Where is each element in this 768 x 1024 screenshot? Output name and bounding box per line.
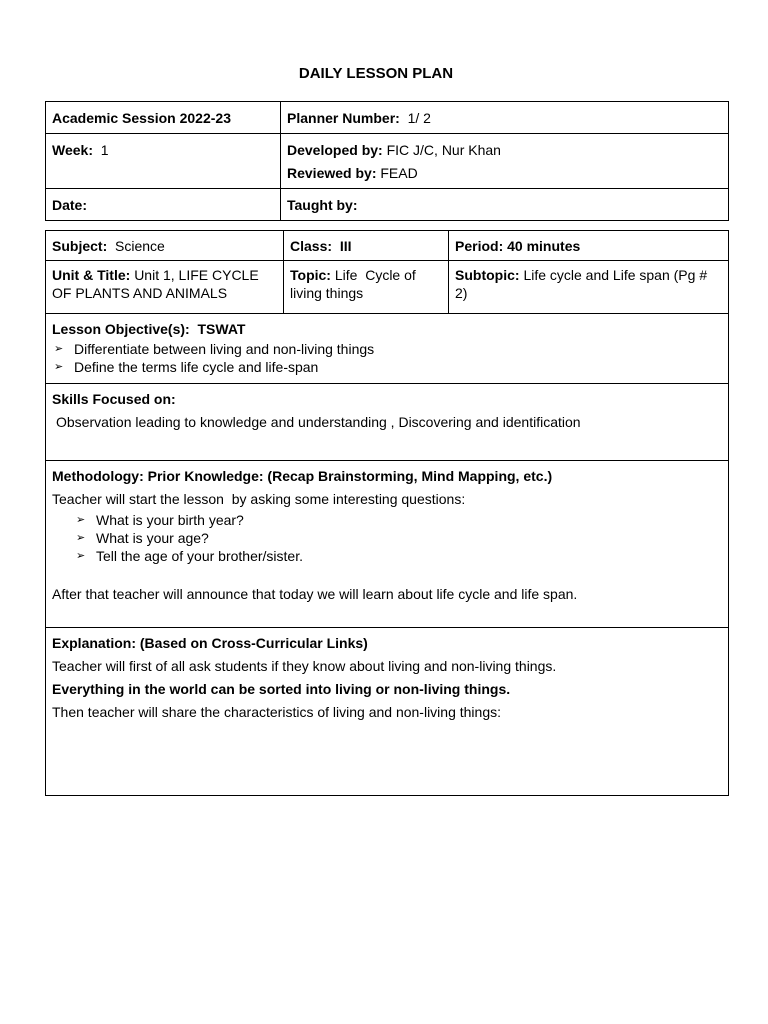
methodology-closing: After that teacher will announce that today we will learn about life cycle and life span. (52, 586, 578, 602)
subject-label: Subject: (52, 238, 108, 254)
planner-number-cell (281, 102, 729, 134)
objectives-label: Lesson Objective(s): TSWAT (52, 321, 246, 337)
list-item (52, 340, 722, 358)
header-row-week (46, 134, 729, 189)
date-cell (46, 189, 281, 221)
subject-row (46, 231, 729, 261)
explanation-label: Explanation: (Based on Cross-Curricular Links) (52, 635, 368, 651)
list-item (74, 529, 722, 547)
class-cell (284, 231, 449, 261)
unit-label: Unit & Title: (52, 267, 131, 283)
page-title: DAILY LESSON PLAN (298, 65, 454, 82)
arrow-bullet-icon: ➢ (54, 343, 64, 355)
question-text: What is your age? (96, 530, 209, 546)
week-cell (46, 134, 281, 189)
question-text: Tell the age of your brother/sister. (96, 548, 303, 564)
objective-text: Differentiate between living and non-living things (74, 341, 375, 357)
list-item (74, 547, 722, 565)
unit-value: Unit 1, LIFE CYCLE OF PLANTS AND ANIMALS (52, 267, 259, 301)
class-label: Class: (290, 238, 333, 254)
subject-cell (46, 231, 284, 261)
week-label: Week: (52, 142, 93, 158)
list-item (74, 511, 722, 529)
taught-by-label: Taught by: (287, 197, 358, 213)
header-row-date (46, 189, 729, 221)
planner-number-value: 1/ 2 (407, 110, 431, 126)
question-text: What is your birth year? (96, 512, 244, 528)
objectives-list (52, 340, 722, 376)
period-label: Period: (455, 238, 504, 254)
topic-cell (284, 261, 449, 314)
topic-value: Life Cycle of living things (290, 267, 420, 301)
explanation-line-3: Then teacher will share the characteristics of living and non-living things: (52, 704, 502, 720)
unit-cell (46, 261, 284, 314)
developed-by-value: FIC J/C, Nur Khan (386, 142, 501, 158)
arrow-bullet-icon: ➢ (76, 532, 86, 544)
date-label: Date: (52, 197, 88, 213)
objective-text: Define the terms life cycle and life-span (74, 359, 319, 375)
explanation-cell (46, 628, 729, 796)
arrow-bullet-icon: ➢ (76, 514, 86, 526)
subtopic-value: Life cycle and Life span (Pg # 2) (455, 267, 708, 301)
lesson-table (45, 230, 729, 796)
arrow-bullet-icon: ➢ (54, 361, 64, 373)
class-value: III (339, 238, 352, 254)
arrow-bullet-icon: ➢ (76, 550, 86, 562)
objectives-cell (46, 314, 729, 384)
reviewed-by-label: Reviewed by: (287, 165, 377, 181)
explanation-line-2: Everything in the world can be sorted into living or non-living things. (52, 681, 511, 697)
developed-by-label: Developed by: (287, 142, 383, 158)
subtopic-cell (449, 261, 729, 314)
skills-row (46, 384, 729, 461)
skills-label: Skills Focused on: (52, 391, 176, 407)
header-row-session (46, 102, 729, 134)
developed-reviewed-cell (281, 134, 729, 189)
subject-value: Science (115, 238, 165, 254)
skills-text: Observation leading to knowledge and understanding , Discovering and identification (56, 414, 581, 430)
methodology-label: Methodology: Prior Knowledge: (Recap Brainstorming, Mind Mapping, etc.) (52, 468, 553, 484)
academic-session-cell (46, 102, 281, 134)
explanation-line-1: Teacher will first of all ask students if they know about living and non-living things. (52, 658, 557, 674)
academic-session: Academic Session 2022-23 (52, 110, 231, 126)
list-item (52, 358, 722, 376)
week-value: 1 (100, 142, 109, 158)
taught-by-cell (281, 189, 729, 221)
header-table (45, 101, 729, 221)
topic-label: Topic: (290, 267, 331, 283)
reviewed-by-value: FEAD (380, 165, 418, 181)
skills-cell (46, 384, 729, 461)
unit-row (46, 261, 729, 314)
methodology-intro: Teacher will start the lesson by asking some interesting questions: (52, 491, 466, 507)
period-cell (449, 231, 729, 261)
period-value: 40 minutes (507, 238, 581, 254)
questions-list (74, 511, 722, 565)
explanation-row (46, 628, 729, 796)
subtopic-label: Subtopic: (455, 267, 520, 283)
methodology-row (46, 461, 729, 628)
planner-number-label: Planner Number: (287, 110, 400, 126)
methodology-cell (46, 461, 729, 628)
objectives-row (46, 314, 729, 384)
